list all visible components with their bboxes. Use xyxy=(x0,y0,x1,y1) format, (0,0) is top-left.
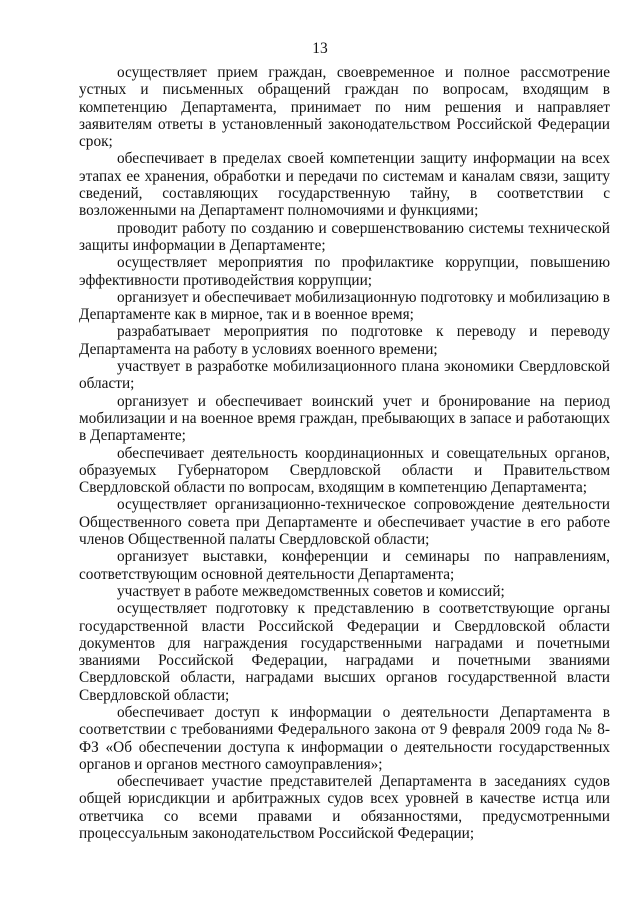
paragraph: участвует в разработке мобилизационного плана экономики Свердловской области; xyxy=(79,358,610,393)
page-number: 13 xyxy=(312,40,328,57)
paragraph: проводит работу по созданию и совершенствованию системы технической защиты информации в Департаменте; xyxy=(79,219,610,254)
paragraph: осуществляет подготовку к представлению в соответствующие органы государственной власти Российской Федерации и Свердловской области документов для награждения государственными наградами и почетными званиями Российской Федерации, наградами и почетными званиями Свердловской области, наградами высших органов государственной власти Свердловской области; xyxy=(79,600,610,704)
paragraph: обеспечивает доступ к информации о деятельности Департамента в соответствии с требованиями Федерального закона от 9 февраля 2009 года № 8-ФЗ «Об обеспечении доступа к информации о деятельности государственных органов и органов местного самоуправления»; xyxy=(79,703,610,773)
document-body xyxy=(79,64,610,842)
paragraph: обеспечивает участие представителей Департамента в заседаниях судов общей юрисдикции и арбитражных судов всех уровней в качестве истца или ответчика со всеми правами и обязанностями, предусмотренными процессуальным законодательством Российской Федерации; xyxy=(79,773,610,843)
paragraph: осуществляет организационно-техническое сопровождение деятельности Общественного совета при Департаменте и обеспечивает участие в его работе членов Общественной палаты Свердловской области; xyxy=(79,496,610,549)
paragraph: организует и обеспечивает воинский учет и бронирование на период мобилизации и на военное время граждан, пребывающих в запасе и работающих в Департаменте; xyxy=(79,392,610,445)
paragraph: обеспечивает в пределах своей компетенции защиту информации на всех этапах ее хранения, обработки и передачи по системам и каналам связи, защиту сведений, составляющих государственную тайну, в соответствии с возложенными на Департамент полномочиями и функциями; xyxy=(79,150,610,220)
paragraph: участвует в работе межведомственных советов и комиссий; xyxy=(117,582,505,600)
paragraph: осуществляет мероприятия по профилактике коррупции, повышению эффективности противодействия коррупции; xyxy=(79,254,610,289)
paragraph: разрабатывает мероприятия по подготовке к переводу и переводу Департамента на работу в условиях военного времени; xyxy=(79,323,610,358)
paragraph: обеспечивает деятельность координационных и совещательных органов, образуемых Губернатором Свердловской области и Правительством Свердловской области по вопросам, входящим в компетенцию Департамента; xyxy=(79,444,610,497)
paragraph: организует и обеспечивает мобилизационную подготовку и мобилизацию в Департаменте как в мирное, так и в военное время; xyxy=(79,288,610,324)
paragraph: организует выставки, конференции и семинары по направлениям, соответствующим основной деятельности Департамента; xyxy=(79,548,610,583)
paragraph: осуществляет прием граждан, своевременное и полное рассмотрение устных и письменных обращений граждан по вопросам, входящим в компетенцию Департамента, принимает по ним решения и направляет заявителям ответы в установленный законодательством Российской Федерации срок; xyxy=(79,64,610,151)
